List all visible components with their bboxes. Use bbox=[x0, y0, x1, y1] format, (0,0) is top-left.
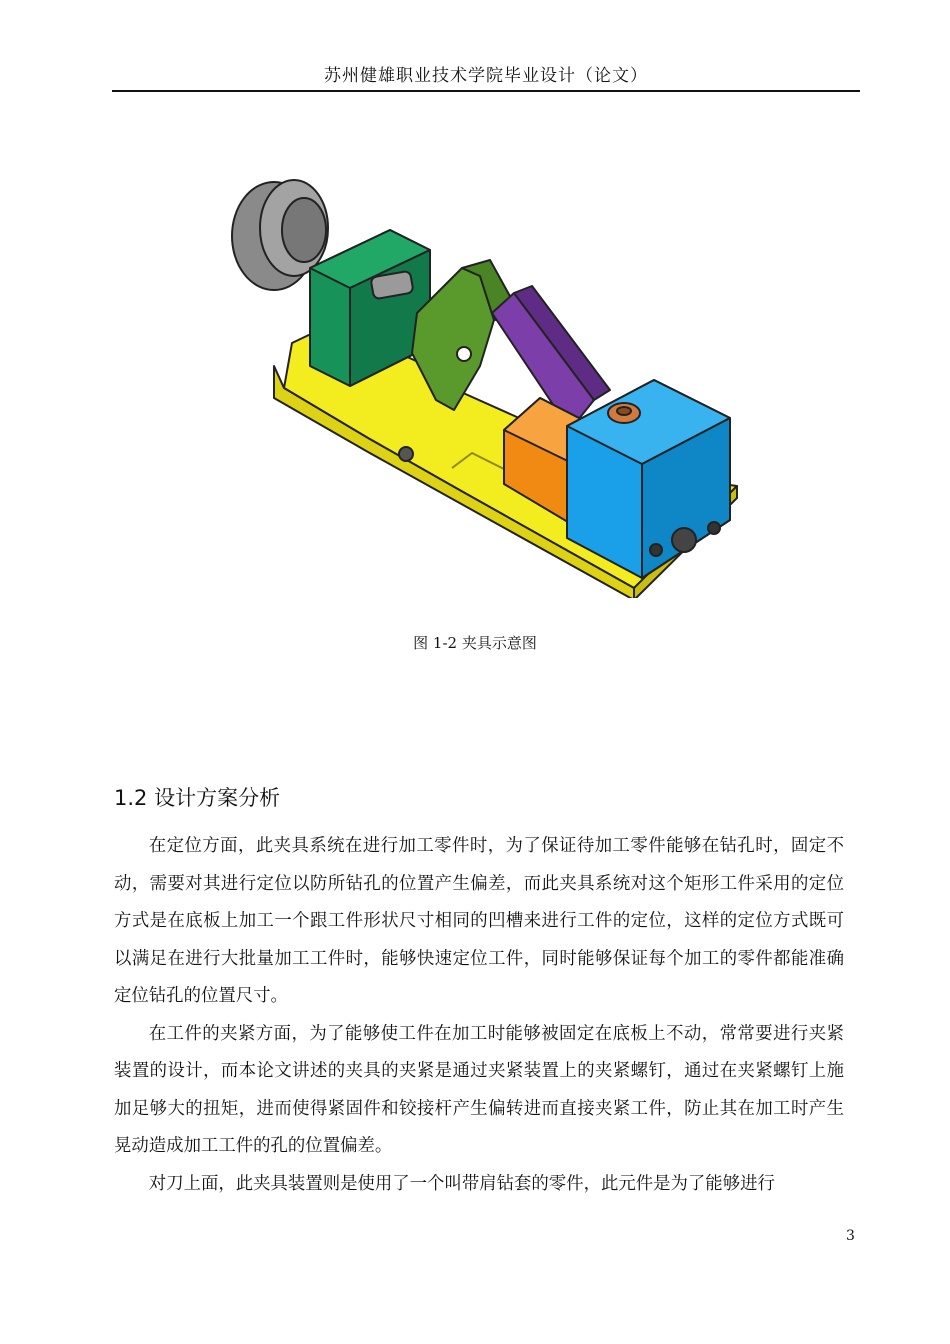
paragraph: 在定位方面，此夹具系统在进行加工零件时，为了保证待加工零件能够在钻孔时，固定不动，需要对其进行定位以防所钻孔的位置产生偏差，而此夹具系统对这个矩形工件采用的定位方式是在底板上加工一个跟工件形状尺寸相同的凹槽来进行工件的定位，这样的定位方式既可以满足在进行大批量加工工件时，能够快速定位工件，同时能够保证每个加工的零件都能准确定位钻孔的位置尺寸。 bbox=[114, 836, 844, 1006]
base-hole bbox=[399, 447, 413, 461]
body-text bbox=[114, 828, 844, 1203]
paragraph: 在工件的夹紧方面，为了能够使工件在加工时能够被固定在底板上不动，常常要进行夹紧装置的设计，而本论文讲述的夹具的夹紧是通过夹紧装置上的夹紧螺钉，通过在夹紧螺钉上施加足够大的扭矩，进而使得紧固件和铰接杆产生偏转进而直接夹紧工件，防止其在加工时产生晃动造成加工工件的孔的位置偏差。 bbox=[114, 1023, 844, 1156]
page-number: 3 bbox=[846, 1228, 855, 1244]
section-heading: 1.2 设计方案分析 bbox=[114, 786, 281, 810]
fixture-illustration bbox=[222, 168, 742, 598]
blue-block bbox=[567, 380, 730, 578]
paragraph: 对刀上面，此夹具装置则是使用了一个叫带肩钻套的零件，此元件是为了能够进行 bbox=[148, 1173, 775, 1194]
fixture-drawing bbox=[222, 168, 742, 598]
header-title: 苏州健雄职业技术学院毕业设计（论文） bbox=[324, 66, 648, 86]
running-header bbox=[112, 64, 860, 92]
figure-caption: 图 1-2 夹具示意图 bbox=[413, 634, 537, 652]
